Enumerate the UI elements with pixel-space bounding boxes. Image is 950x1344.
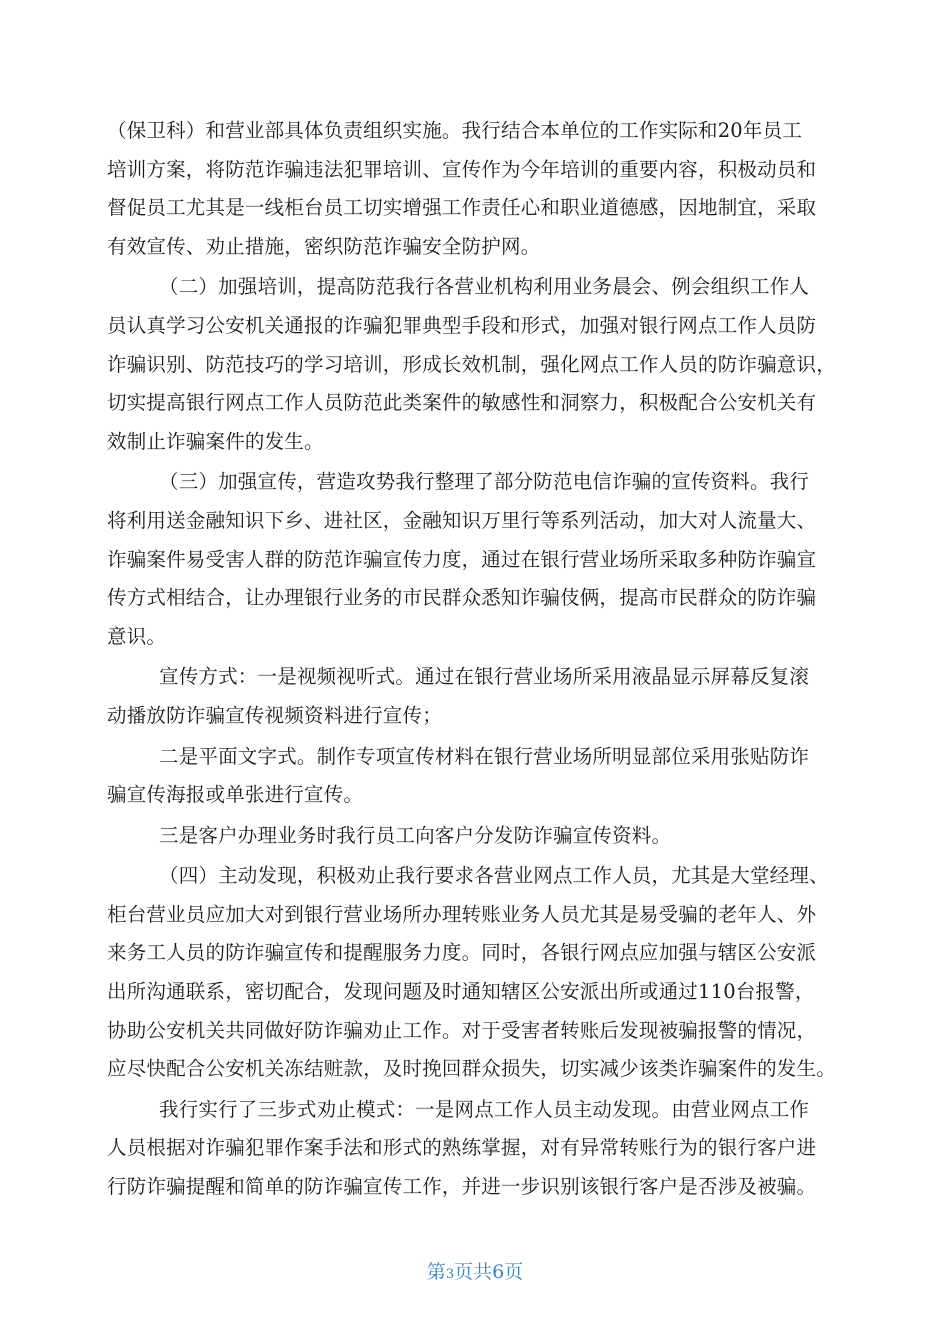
text-line: 意识。	[107, 624, 167, 648]
text-line: 诈骗案件易受害人群的防范诈骗宣传力度，通过在银行营业场所采取多种防诈骗宣	[107, 547, 817, 571]
text-line: 宣传方式：一是视频视听式。通过在银行营业场所采用液晶显示屏幕反复滚	[159, 665, 810, 689]
text-line: 三是客户办理业务时我行员工向客户分发防诈骗宣传资料。	[159, 823, 672, 847]
text-line: 将利用送金融知识下乡、进社区，金融知识万里行等系列活动，加大对人流量大、	[107, 508, 817, 532]
text-line: 骗宣传海报或单张进行宣传。	[107, 783, 364, 807]
text-line: 应尽快配合公安机关冻结赃款，及时挽回群众损失，切实减少该类诈骗案件的发生。	[107, 1057, 836, 1081]
text-line: 行防诈骗提醒和简单的防诈骗宣传工作，并进一步识别该银行客户是否涉及被骗。	[107, 1175, 817, 1199]
text-line: （二）加强培训，提高防范我行各营业机构利用业务晨会、例会组织工作人	[159, 275, 810, 299]
paragraph	[107, 268, 857, 461]
text-line: 来务工人员的防诈骗宣传和提醒服务力度。同时，各银行网点应加强与辖区公安派	[107, 941, 817, 965]
text-line: 我行实行了三步式劝止模式：一是网点工作人员主动发现。由营业网点工作	[159, 1097, 810, 1121]
text-line: （四）主动发现，积极劝止我行要求各营业网点工作人员，尤其是大堂经理、	[159, 864, 829, 888]
paragraph	[107, 463, 857, 656]
paragraph	[107, 738, 857, 815]
text-line: 出所沟通联系，密切配合，发现问题及时通知辖区公安派出所或通过110台报警，	[107, 980, 815, 1004]
paragraph	[107, 112, 857, 266]
footer-prefix: 第	[426, 1261, 446, 1283]
text-line: 督促员工尤其是一线柜台员工切实增强工作责任心和职业道德感，因地制宜，采取	[107, 196, 817, 220]
footer-suffix: 页共6页	[454, 1261, 524, 1283]
text-line: （三）加强宣传，营造攻势我行整理了部分防范电信诈骗的宣传资料。我行	[159, 470, 810, 494]
text-line: 员认真学习公安机关通报的诈骗犯罪典型手段和形式，加强对银行网点工作人员防	[107, 313, 817, 337]
text-line: 效制止诈骗案件的发生。	[107, 429, 324, 453]
text-line: 诈骗识别、防范技巧的学习培训，形成长效机制，强化网点工作人员的防诈骗意识，	[107, 352, 836, 376]
footer-page-number: 3	[445, 1267, 455, 1282]
page-footer	[0, 1257, 950, 1284]
paragraph	[107, 817, 857, 856]
text-line: 协助公安机关共同做好防诈骗劝止工作。对于受害者转账后发现被骗报警的情况，	[107, 1018, 817, 1042]
text-line: 切实提高银行网点工作人员防范此类案件的敏感性和洞察力，积极配合公安机关有	[107, 391, 817, 415]
document-body	[107, 112, 857, 1207]
text-line: 培训方案，将防范诈骗违法犯罪培训、宣传作为今年培训的重要内容，积极动员和	[107, 157, 817, 181]
text-line: 动播放防诈骗宣传视频资料进行宣传；	[107, 703, 442, 727]
text-line: 人员根据对诈骗犯罪作案手法和形式的熟练掌握，对有异常转账行为的银行客户进	[107, 1136, 817, 1160]
paragraph	[107, 1091, 857, 1207]
text-line: 二是平面文字式。制作专项宣传材料在银行营业场所明显部位采用张贴防诈	[159, 744, 810, 768]
text-line: 柜台营业员应加大对到银行营业场所办理转账业务人员尤其是易受骗的老年人、外	[107, 902, 817, 926]
paragraph	[107, 857, 857, 1089]
paragraph	[107, 658, 857, 735]
text-line: 传方式相结合，让办理银行业务的市民群众悉知诈骗伎俩，提高市民群众的防诈骗	[107, 586, 817, 610]
text-line: （保卫科）和营业部具体负责组织实施。我行结合本单位的工作实际和20年员工	[107, 119, 803, 142]
text-line: 有效宣传、劝止措施，密织防范诈骗安全防护网。	[107, 234, 541, 258]
